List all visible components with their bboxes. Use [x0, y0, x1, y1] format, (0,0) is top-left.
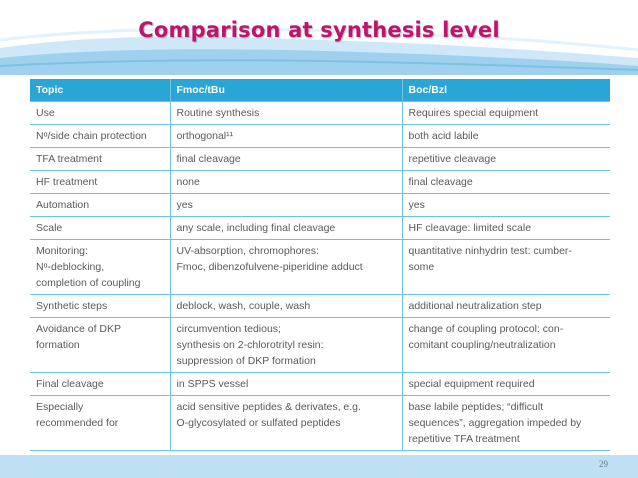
cell-topic: [30, 102, 170, 125]
cell-text-line: acid sensitive peptides & derivates, e.g.: [176, 401, 361, 413]
cell-fmoc: [170, 171, 402, 194]
cell-text-line: repetitive cleavage: [408, 153, 497, 165]
cell-text-line: Requires special equipment: [408, 107, 539, 119]
comparison-table: [30, 79, 610, 451]
table-row: [30, 102, 610, 125]
cell-text-line: Avoidance of DKP: [36, 323, 122, 335]
cell-text-line: O-glycosylated or sulfated peptides: [176, 417, 341, 429]
cell-text-line: Especially: [36, 401, 84, 413]
cell-boc: [402, 194, 610, 217]
cell-text-line: orthogonal¹¹: [176, 130, 234, 142]
cell-boc: [402, 240, 610, 295]
cell-boc: [402, 318, 610, 373]
cell-text-line: Scale: [36, 222, 63, 234]
cell-text-line: formation: [36, 339, 80, 351]
cell-text-line: Use: [36, 107, 55, 119]
table-row: [30, 125, 610, 148]
cell-topic: [30, 295, 170, 318]
table-body: [30, 102, 610, 451]
cell-topic: [30, 194, 170, 217]
cell-text-line: additional neutralization step: [408, 300, 542, 312]
cell-topic: [30, 217, 170, 240]
cell-text-line: Synthetic steps: [36, 300, 108, 312]
cell-fmoc: [170, 148, 402, 171]
cell-text-line: comitant coupling/neutralization: [408, 339, 556, 351]
cell-text-line: Automation: [36, 199, 90, 211]
cell-topic: [30, 148, 170, 171]
cell-fmoc: [170, 373, 402, 396]
cell-text-line: quantitative ninhydrin test: cumber-: [408, 245, 572, 257]
cell-fmoc: [170, 102, 402, 125]
cell-text-line: sequences”, aggregation impeded by: [408, 417, 582, 429]
table-row: [30, 240, 610, 295]
cell-fmoc: [170, 125, 402, 148]
cell-text-line: Fmoc, dibenzofulvene-piperidine adduct: [176, 261, 363, 273]
cell-boc: [402, 102, 610, 125]
cell-boc: [402, 373, 610, 396]
cell-boc: [402, 396, 610, 451]
table-row: [30, 295, 610, 318]
cell-text-line: Monitoring:: [36, 245, 88, 257]
cell-text-line: suppression of DKP formation: [176, 355, 316, 367]
slide-title: Comparison at synthesis level: [138, 18, 500, 42]
cell-fmoc: [170, 295, 402, 318]
table-row: [30, 318, 610, 373]
cell-topic: [30, 318, 170, 373]
cell-text-line: synthesis on 2-chlorotrityl resin:: [176, 339, 324, 351]
cell-text-line: recommended for: [36, 417, 119, 429]
cell-text-line: yes: [176, 199, 193, 211]
cell-topic: [30, 125, 170, 148]
cell-text-line: completion of coupling: [36, 277, 141, 289]
page-number: 29: [599, 459, 608, 469]
cell-text-line: base labile peptides; “difficult: [408, 401, 544, 413]
cell-fmoc: [170, 217, 402, 240]
table-row: [30, 171, 610, 194]
cell-fmoc: [170, 240, 402, 295]
cell-text-line: change of coupling protocol: con-: [408, 323, 564, 335]
cell-boc: [402, 125, 610, 148]
header-boc: Boc/Bzl: [402, 79, 610, 102]
cell-boc: [402, 171, 610, 194]
cell-topic: [30, 373, 170, 396]
header-fmoc: Fmoc/tBu: [170, 79, 402, 102]
cell-fmoc: [170, 396, 402, 451]
table-header-row: [30, 79, 610, 102]
cell-boc: [402, 217, 610, 240]
cell-text-line: HF treatment: [36, 176, 98, 188]
cell-text-line: circumvention tedious;: [176, 323, 281, 335]
cell-topic: [30, 240, 170, 295]
cell-text-line: any scale, including final cleavage: [176, 222, 336, 234]
cell-topic: [30, 171, 170, 194]
cell-text-line: repetitive TFA treatment: [408, 433, 520, 445]
cell-text-line: deblock, wash, couple, wash: [176, 300, 311, 312]
cell-text-line: yes: [408, 199, 425, 211]
slide-body: [0, 75, 638, 455]
table-row: [30, 217, 610, 240]
cell-text-line: in SPPS vessel: [176, 378, 249, 390]
cell-text-line: final cleavage: [408, 176, 473, 188]
cell-boc: [402, 295, 610, 318]
table-row: [30, 373, 610, 396]
cell-text-line: final cleavage: [176, 153, 241, 165]
table-row: [30, 194, 610, 217]
cell-topic: [30, 396, 170, 451]
cell-text-line: Nᵅ-deblocking,: [36, 261, 105, 273]
cell-text-line: Final cleavage: [36, 378, 104, 390]
cell-text-line: some: [408, 261, 435, 273]
cell-text-line: TFA treatment: [36, 153, 102, 165]
cell-text-line: none: [176, 176, 200, 188]
header-topic: Topic: [30, 79, 170, 102]
cell-text-line: HF cleavage: limited scale: [408, 222, 532, 234]
cell-fmoc: [170, 194, 402, 217]
cell-text-line: special equipment required: [408, 378, 535, 390]
table-row: [30, 396, 610, 451]
cell-text-line: both acid labile: [408, 130, 479, 142]
cell-text-line: UV-absorption, chromophores:: [176, 245, 319, 257]
table-row: [30, 148, 610, 171]
header-band: [0, 0, 638, 75]
cell-boc: [402, 148, 610, 171]
cell-text-line: Routine synthesis: [176, 107, 260, 119]
cell-text-line: Nᵅ/side chain protection: [36, 130, 147, 142]
cell-fmoc: [170, 318, 402, 373]
footer-bar: [0, 455, 638, 478]
